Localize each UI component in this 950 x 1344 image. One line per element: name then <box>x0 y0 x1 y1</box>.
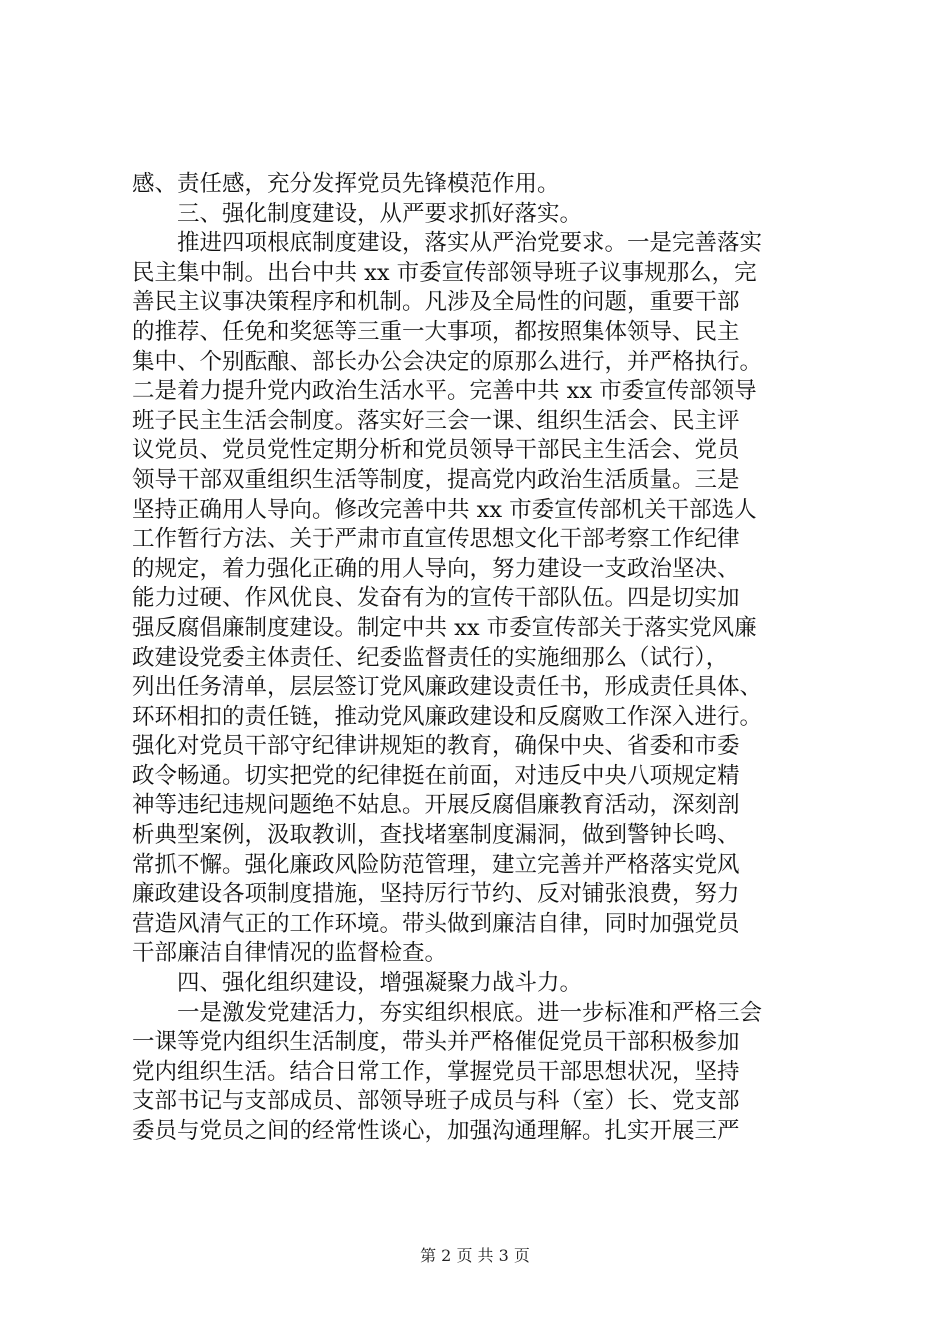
text-line: 常抓不懈。强化廉政风险防范管理，建立完善并严格落实党风 <box>132 851 740 878</box>
text-line: 委员与党员之间的经常性谈心，加强沟通理解。扎实开展三严 <box>132 1118 740 1144</box>
text-line: 善民主议事决策程序和机制。凡涉及全局性的问题，重要干部 <box>132 289 740 316</box>
text-line: 议党员、党员党性定期分析和党员领导干部民主生活会、党员 <box>132 437 740 464</box>
text-line: 的推荐、任免和奖惩等三重一大事项，都按照集体领导、民主 <box>132 318 740 345</box>
text-line: 感、责任感，充分发挥党员先锋模范作用。 <box>132 171 560 197</box>
text-line: 政令畅通。切实把党的纪律挺在前面，对违反中央八项规定精 <box>132 762 740 789</box>
page-number-footer: 第 2 页 共 3 页 <box>420 1246 530 1265</box>
section-heading-4: 四、强化组织建设，增强凝聚力战斗力。 <box>177 970 583 997</box>
text-line: 推进四项根底制度建设，落实从严治党要求。一是完善落实 <box>177 230 763 257</box>
text-line: 工作暂行方法、关于严肃市直宣传思想文化干部考察工作纪律 <box>132 526 740 553</box>
text-line: 二是着力提升党内政治生活水平。完善中共 xx 市委宣传部领导 <box>132 378 757 405</box>
section-heading-3: 三、强化制度建设，从严要求抓好落实。 <box>177 200 583 227</box>
text-line: 民主集中制。出台中共 xx 市委宣传部领导班子议事规那么，完 <box>132 259 757 286</box>
text-line: 环环相扣的责任链，推动党风廉政建设和反腐败工作深入进行。 <box>132 703 763 730</box>
text-line: 一课等党内组织生活制度，带头并严格催促党员干部积极参加 <box>132 1029 740 1056</box>
text-line: 班子民主生活会制度。落实好三会一课、组织生活会、民主评 <box>132 407 740 434</box>
text-line: 政建设党委主体责任、纪委监督责任的实施细那么（试行）， <box>132 644 729 671</box>
text-line: 干部廉洁自律情况的监督检查。 <box>132 940 448 967</box>
text-line: 廉政建设各项制度措施，坚持厉行节约、反对铺张浪费，努力 <box>132 881 740 908</box>
text-line: 强化对党员干部守纪律讲规矩的教育，确保中央、省委和市委 <box>132 733 740 760</box>
text-line: 领导干部双重组织生活等制度，提高党内政治生活质量。三是 <box>132 466 740 493</box>
text-line: 营造风清气正的工作环境。带头做到廉洁自律，同时加强党员 <box>132 910 740 937</box>
text-line: 列出任务清单，层层签订党风廉政建设责任书，形成责任具体、 <box>132 674 763 701</box>
text-line: 强反腐倡廉制度建设。制定中共 xx 市委宣传部关于落实党风廉 <box>132 614 757 641</box>
text-line: 一是激发党建活力，夯实组织根底。进一步标准和严格三会 <box>177 999 763 1026</box>
text-line: 神等违纪违规问题绝不姑息。开展反腐倡廉教育活动，深刻剖 <box>132 792 740 819</box>
text-line: 析典型案例，汲取教训，查找堵塞制度漏洞，做到警钟长鸣、 <box>132 822 740 849</box>
text-line: 支部书记与支部成员、部领导班子成员与科（室）长、党支部 <box>132 1088 740 1115</box>
text-line: 的规定，着力强化正确的用人导向，努力建设一支政治坚决、 <box>132 555 740 582</box>
text-line: 能力过硬、作风优良、发奋有为的宣传干部队伍。四是切实加 <box>132 585 740 612</box>
text-line: 党内组织生活。结合日常工作，掌握党员干部思想状况，坚持 <box>132 1058 740 1085</box>
text-line: 集中、个别酝酿、部长办公会决定的原那么进行，并严格执行。 <box>132 348 763 375</box>
document-body <box>132 170 828 1147</box>
text-line: 坚持正确用人导向。修改完善中共 xx 市委宣传部机关干部选人 <box>132 496 757 523</box>
